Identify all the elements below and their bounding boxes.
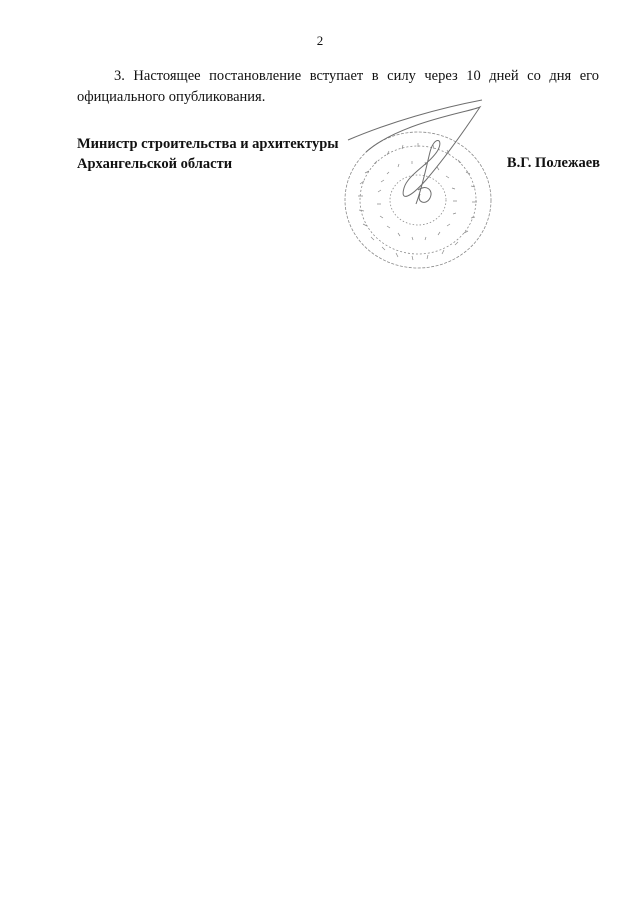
seal-inner-ring bbox=[360, 146, 476, 254]
position-line-1: Министр строительства и архитектуры bbox=[77, 136, 339, 152]
signatory-name: В.Г. Полежаев bbox=[506, 155, 600, 171]
page-number: 2 bbox=[316, 33, 324, 48]
seal-outer-ring bbox=[345, 132, 491, 268]
signature-loop bbox=[366, 107, 480, 204]
paragraph-text: 3. Настоящее постановление вступает в силу через 10 дней со дня его официального опубликования. bbox=[77, 68, 599, 105]
seal-stamp-icon bbox=[330, 92, 500, 272]
position-line-2: Архангельской области bbox=[77, 156, 233, 172]
seal-center-ring bbox=[390, 175, 446, 225]
signatory-position bbox=[77, 134, 339, 174]
